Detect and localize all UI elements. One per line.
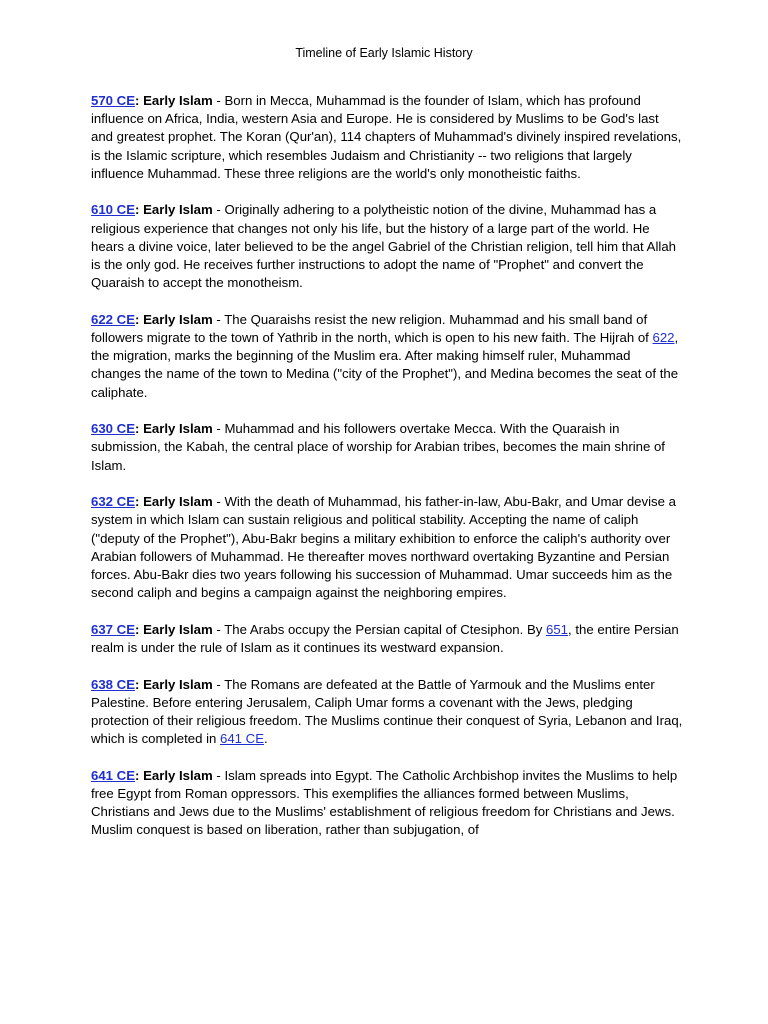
timeline-entry [91, 493, 683, 602]
timeline-entry [91, 311, 683, 402]
entry-text: - Originally adhering to a polytheistic notion of the divine, Muhammad has a religious experience that changes not only his life, but the history of a large part of the world. He hears a divine voice, later believed to be the angel Gabriel of the Christian religion, tell him that Allah is the only god. He receives further instructions to adopt the name of "Prophet" and convert the Quaraish to accept the monotheism. [91, 202, 676, 291]
period-label: Early Islam [143, 93, 213, 108]
entry-text: - The Quaraishs resist the new religion. Muhammad and his small band of followers migrate to the town of Yathrib in the north, which is open to his new faith. The Hijrah of [91, 311, 653, 346]
year-separator: : [135, 202, 144, 218]
timeline-entry [91, 676, 683, 749]
year-separator: : [135, 676, 144, 692]
entry-text: - Muhammad and his followers overtake Mecca. With the Quaraish in submission, the Kabah, the central place of worship for Arabian tribes, becomes the main shrine of Islam. [91, 421, 665, 473]
year-separator: : [135, 767, 144, 783]
entry-text: - The Romans are defeated at the Battle of Yarmouk and the Muslims enter Palestine. Before entering Jerusalem, Caliph Umar forms a covenant with the Jews, pledging protection of their religious freedom. The Muslims continue their conquest of Syria, Lebanon and Iraq, which is completed in [91, 676, 683, 747]
year-link[interactable]: 638 CE [91, 676, 135, 692]
year-link[interactable]: 630 CE [91, 421, 135, 437]
year-link[interactable]: 570 CE [91, 93, 135, 108]
period-label: Early Islam [143, 202, 213, 218]
timeline-entry [91, 92, 683, 183]
entry-text: , the entire Persian realm is under the rule of Islam as it continues its westward expansion. [91, 621, 679, 656]
year-separator: : [135, 421, 144, 437]
entry-text: - Islam spreads into Egypt. The Catholic Archbishop invites the Muslims to help free Egypt from Roman oppressors. This exemplifies the alliances formed between Muslims, Christians and Jews due to the Muslims' establishment of religious freedom for Christians and Jews. Muslim conquest is based on liberation, rather than subjugation, of [91, 767, 678, 838]
entry-text: - With the death of Muhammad, his father-in-law, Abu-Bakr, and Umar devise a system in which Islam can sustain religious and political stability. Accepting the name of caliph ("deputy of the Prophet"), Abu-Bakr begins a military exhibition to enforce the caliph's authority over Arabian followers of Muhammad. He thereafter moves northward overtaking Byzantine and Persian forces. Abu-Bakr dies two years following his succession of Muhammad. Umar succeeds him as the second caliph and begins a campaign against the neighboring empires. [91, 494, 676, 601]
year-separator: : [135, 494, 144, 510]
timeline-entry [91, 767, 683, 840]
period-label: Early Islam [143, 767, 213, 783]
entry-text: , the migration, marks the beginning of the Muslim era. After making himself ruler, Muhammad changes the name of the town to Medina ("city of the Prophet"), and Medina becomes the seat of the caliphate. [91, 330, 679, 400]
period-label: Early Islam [143, 676, 213, 692]
inline-year-link[interactable]: 622 [652, 330, 675, 346]
year-link[interactable]: 610 CE [91, 202, 135, 218]
year-separator: : [135, 93, 144, 108]
period-label: Early Islam [143, 494, 213, 510]
period-label: Early Islam [143, 621, 213, 637]
timeline-entry [91, 621, 683, 657]
entry-text: - Born in Mecca, Muhammad is the founder of Islam, which has profound influence on Africa, India, western Asia and Europe. He is considered by Muslims to be God's last and greatest prophet. The Koran (Qur'an), 114 chapters of Muhammad's divinely inspired revelations, is the Islamic scripture, which resembles Judaism and Christianity -- two religions that largely influence Muhammad. These three religions are the world's only monotheistic faiths. [91, 93, 682, 181]
timeline-entry [91, 420, 683, 475]
document-title: Timeline of Early Islamic History [295, 46, 473, 60]
inline-year-link[interactable]: 651 [546, 621, 569, 637]
year-separator: : [135, 621, 144, 637]
year-link[interactable]: 637 CE [91, 621, 135, 637]
year-link[interactable]: 622 CE [91, 311, 135, 327]
period-label: Early Islam [143, 421, 213, 437]
inline-year-link[interactable]: 641 CE [220, 731, 265, 747]
timeline-entry [91, 201, 683, 292]
timeline-body [91, 92, 683, 858]
year-separator: : [135, 311, 144, 327]
year-link[interactable]: 641 CE [91, 767, 135, 783]
period-label: Early Islam [143, 311, 213, 327]
entry-text: . [264, 731, 268, 747]
year-link[interactable]: 632 CE [91, 494, 135, 510]
entry-text: - The Arabs occupy the Persian capital of Ctesiphon. By [212, 621, 547, 637]
